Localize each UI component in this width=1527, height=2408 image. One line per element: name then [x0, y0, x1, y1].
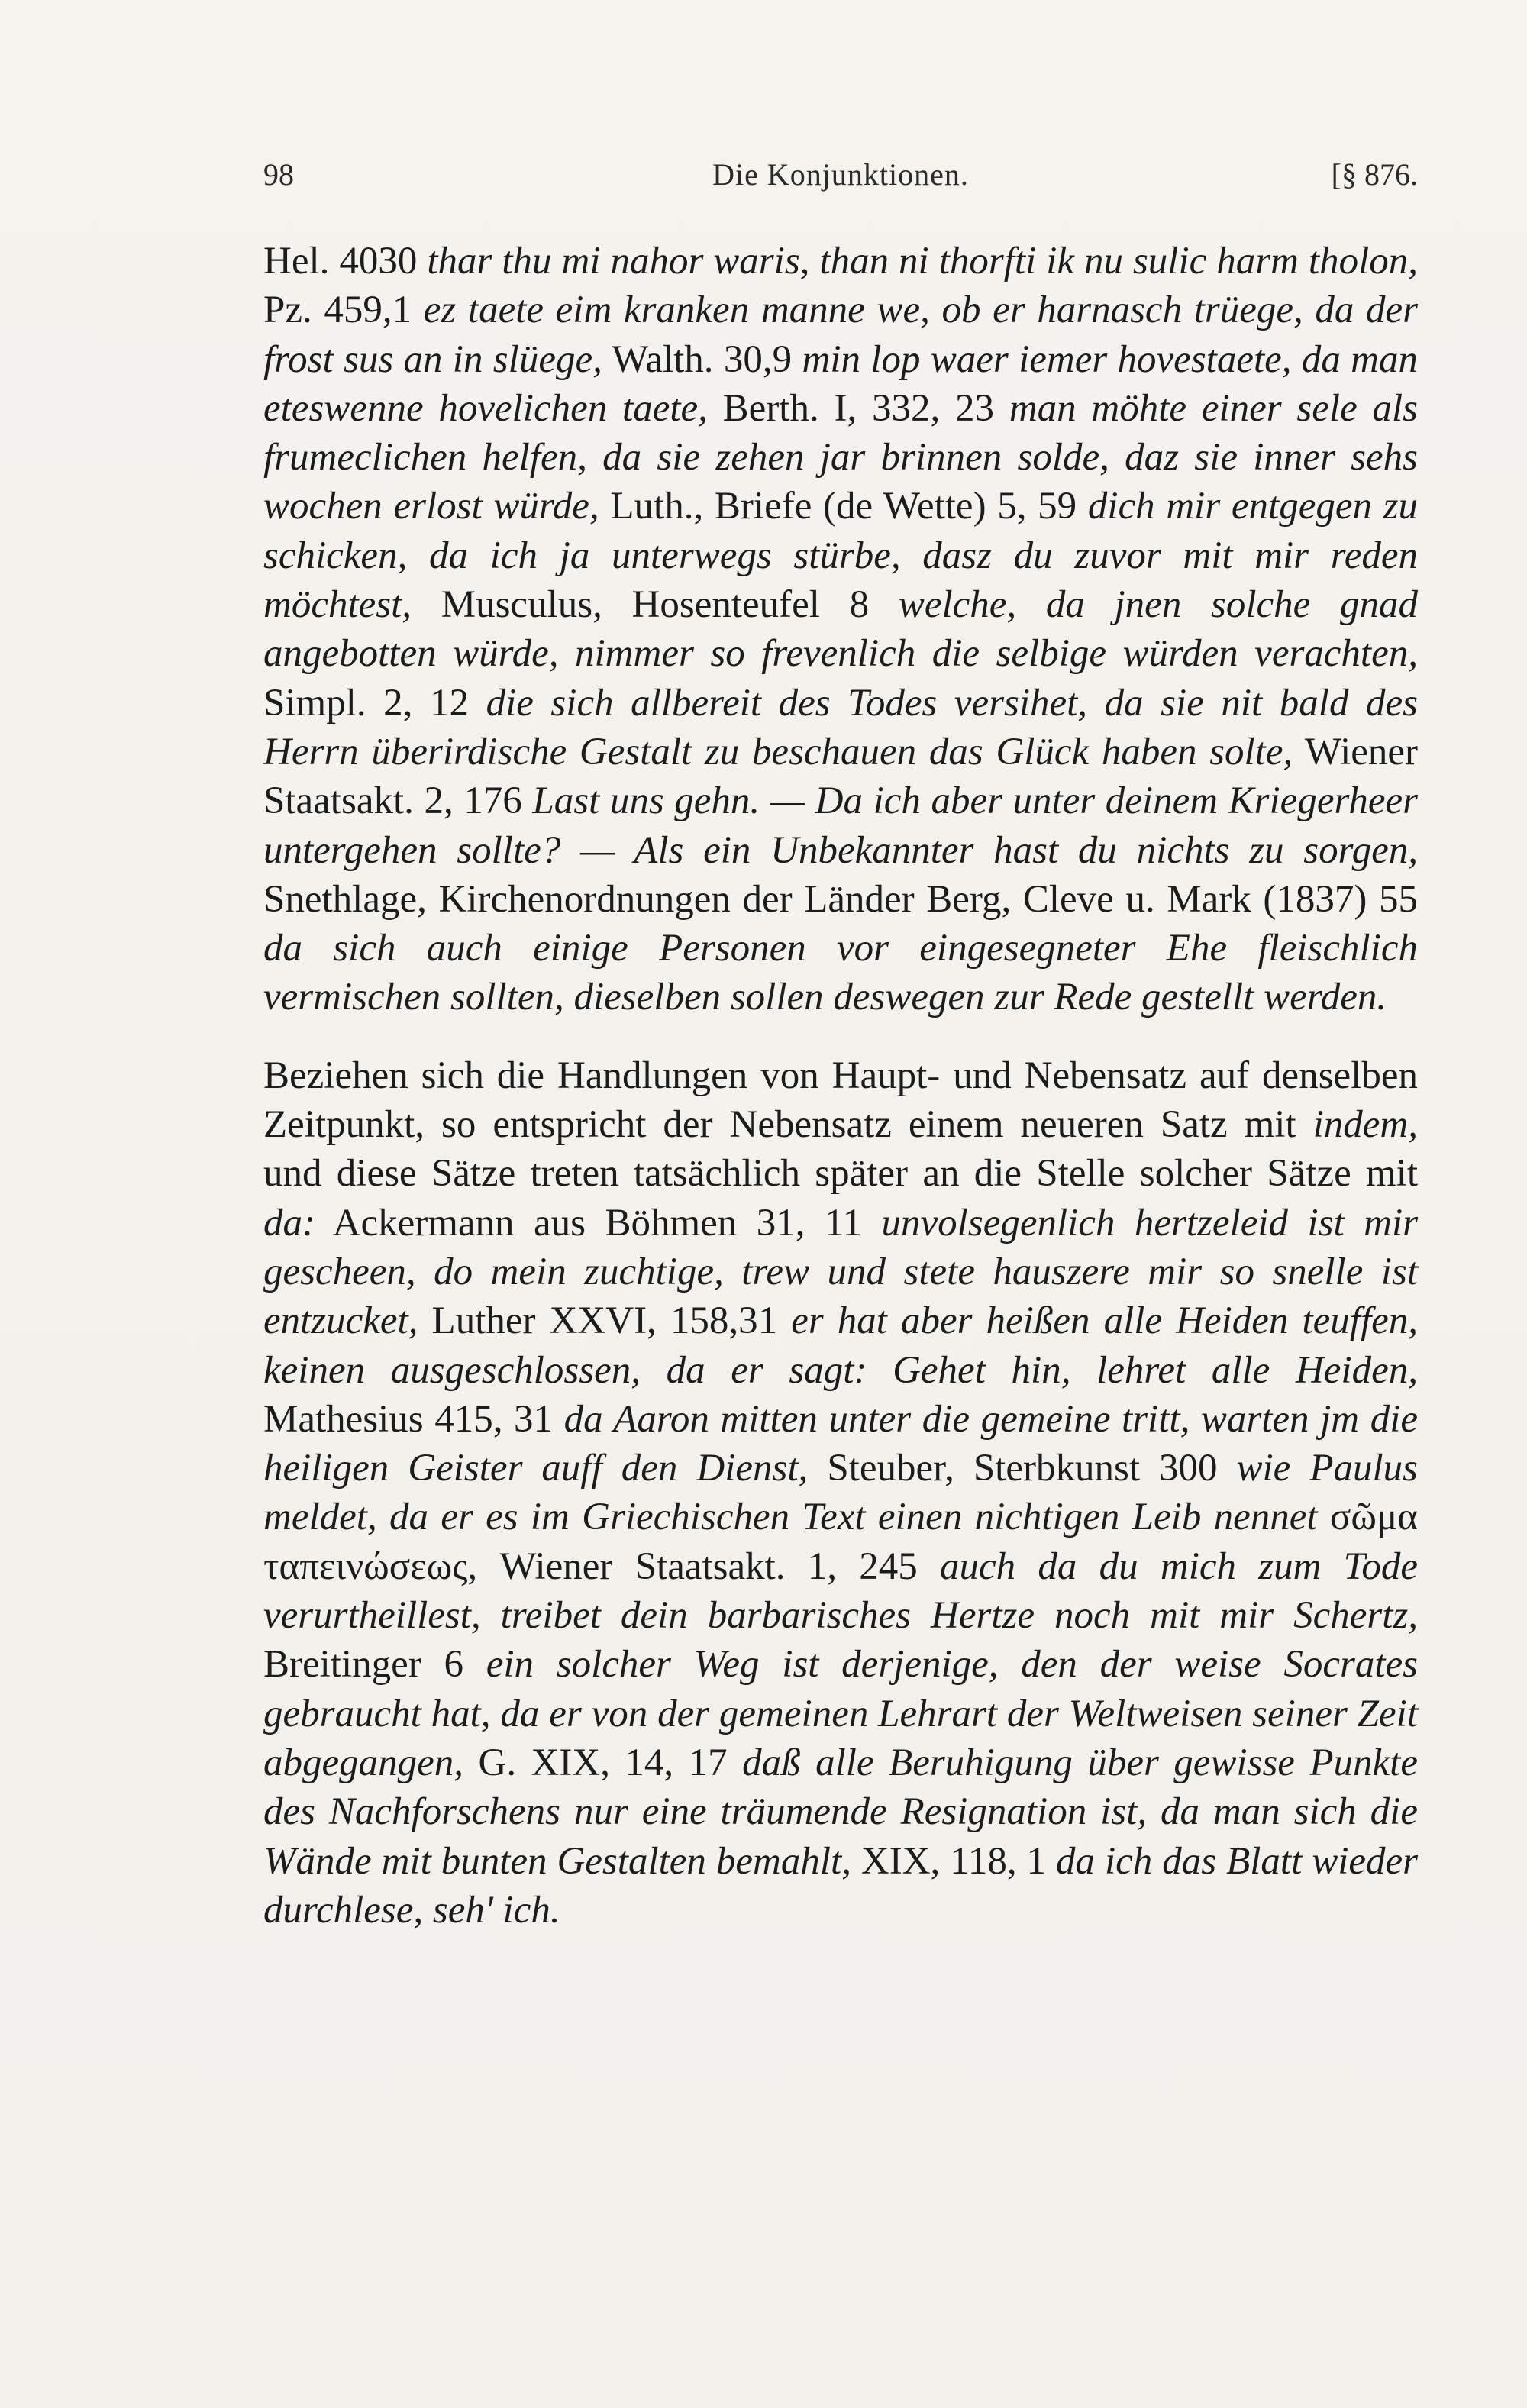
- italic-quotation: welche, da jnen solche gnad angebotten würde, nimmer so frevenlich die selbige würden verachten,: [263, 583, 1418, 676]
- page-header: [263, 157, 1418, 202]
- body-text: [263, 237, 1418, 1935]
- italic-quotation: thar thu mi nahor waris, than ni thorfti ik nu sulic harm tholon,: [427, 240, 1418, 282]
- italic-quotation: die sich allbereit des Todes versihet, da sie nit bald des Herrn überirdische Gestalt zu beschauen das Glück haben solte,: [263, 681, 1419, 773]
- italic-quotation: unvolsegenlich hertzeleid ist mir gescheen, do mein zuchtige, trew und stete hauszere mir so snelle ist entzucket,: [263, 1201, 1418, 1343]
- italic-quotation: dich mir entgegen zu schicken, da ich ja unterwegs stürbe, dasz du zuvor mit mir reden möchtest,: [263, 485, 1418, 627]
- paragraph: [263, 237, 1418, 1022]
- italic-quotation: indem,: [1312, 1103, 1418, 1147]
- paragraph: [263, 1051, 1418, 1935]
- text-run: und diese Sätze treten tatsächlich später an die Stelle solcher Sätze mit: [263, 1152, 1418, 1196]
- text-run: Hel. 4030: [263, 240, 428, 282]
- text-run: Ackermann aus Böhmen 31, 11: [315, 1201, 882, 1244]
- italic-quotation: da:: [263, 1201, 315, 1244]
- text-run: Pz. 459,1: [263, 289, 424, 332]
- italic-quotation: daß alle Beruhigung über gewisse Punkte des Nachforschens nur eine träumende Resignation ist, da man sich die Wände mit bunten Gestalten bemahlt,: [263, 1741, 1418, 1883]
- italic-quotation: da Aaron mitten unter die gemeine tritt, warten jm die heiligen Geister auff den Dienst,: [263, 1397, 1418, 1490]
- text-run: Simpl. 2, 12: [263, 681, 486, 725]
- text-run: Wiener Staatsakt. 1, 245: [477, 1545, 941, 1588]
- italic-quotation: da sich auch einige Personen vor eingesegneter Ehe fleischlich vermischen sollten, dieselben sollen deswegen zur Rede gestellt werden.: [263, 927, 1418, 1019]
- text-run: Musculus, Hosenteufel 8: [412, 583, 899, 627]
- text-run: Steuber, Sterbkunst 300: [808, 1447, 1237, 1490]
- italic-quotation: man möhte einer sele als frumeclichen helfen, da sie zehen jar brinnen solde, daz sie inner sehs wochen erlost würde,: [263, 386, 1419, 528]
- text-run: σῶμα ταπεινώσεως,: [263, 1496, 1419, 1588]
- italic-quotation: auch da du mich zum Tode verurtheillest, treibet dein barbarisches Hertze noch mit mir Schertz,: [263, 1545, 1418, 1638]
- text-run: Mathesius 415, 31: [263, 1397, 564, 1441]
- italic-quotation: ein solcher Weg ist derjenige, den der weise Socrates gebraucht hat, da er von der gemeinen Lehrart der Weltweisen seiner Zeit abgegangen,: [263, 1643, 1418, 1784]
- section-reference: [§ 876.: [1331, 157, 1418, 192]
- text-run: Wiener Staatsakt. 2, 176: [263, 730, 1418, 823]
- text-run: Beziehen sich die Handlungen von Haupt- und Nebensatz auf denselben Zeitpunkt, so entspricht der Nebensatz einem neueren Satz mit: [263, 1054, 1418, 1147]
- text-run: XIX, 118, 1: [851, 1839, 1057, 1883]
- italic-quotation: wie Paulus meldet, da er es im Griechischen Text einen nichtigen Leib nennet: [263, 1447, 1418, 1539]
- text-run: Luth., Briefe (de Wette) 5, 59: [599, 485, 1088, 528]
- italic-quotation: ez taete eim kranken manne we, ob er harnasch trüege, da der frost sus an in slüege,: [263, 289, 1418, 381]
- italic-quotation: min lop waer iemer hovestaete, da man eteswenne hovelichen taete,: [263, 337, 1419, 430]
- italic-quotation: er hat aber heißen alle Heiden teuffen, keinen ausgeschlossen, da er sagt: Gehet hin, lehret alle Heiden,: [263, 1299, 1419, 1392]
- page-number: 98: [263, 157, 294, 192]
- text-run: Walth. 30,9: [602, 337, 802, 381]
- text-run: Breitinger 6: [263, 1643, 486, 1687]
- italic-quotation: Last uns gehn. — Da ich aber unter deinem Kriegerheer untergehen sollte? — Als ein Unbekannter hast du nichts zu sorgen,: [263, 780, 1418, 872]
- text-run: Berth. I, 332, 23: [707, 386, 1009, 430]
- running-title: Die Konjunktionen.: [712, 157, 969, 192]
- text-run: Luther XXVI, 158,31: [418, 1299, 792, 1343]
- italic-quotation: da ich das Blatt wieder durchlese, seh' ich.: [263, 1839, 1418, 1932]
- text-run: Snethlage, Kirchenordnungen der Länder Berg, Cleve u. Mark (1837) 55: [263, 877, 1418, 921]
- text-run: G. XIX, 14, 17: [463, 1741, 743, 1784]
